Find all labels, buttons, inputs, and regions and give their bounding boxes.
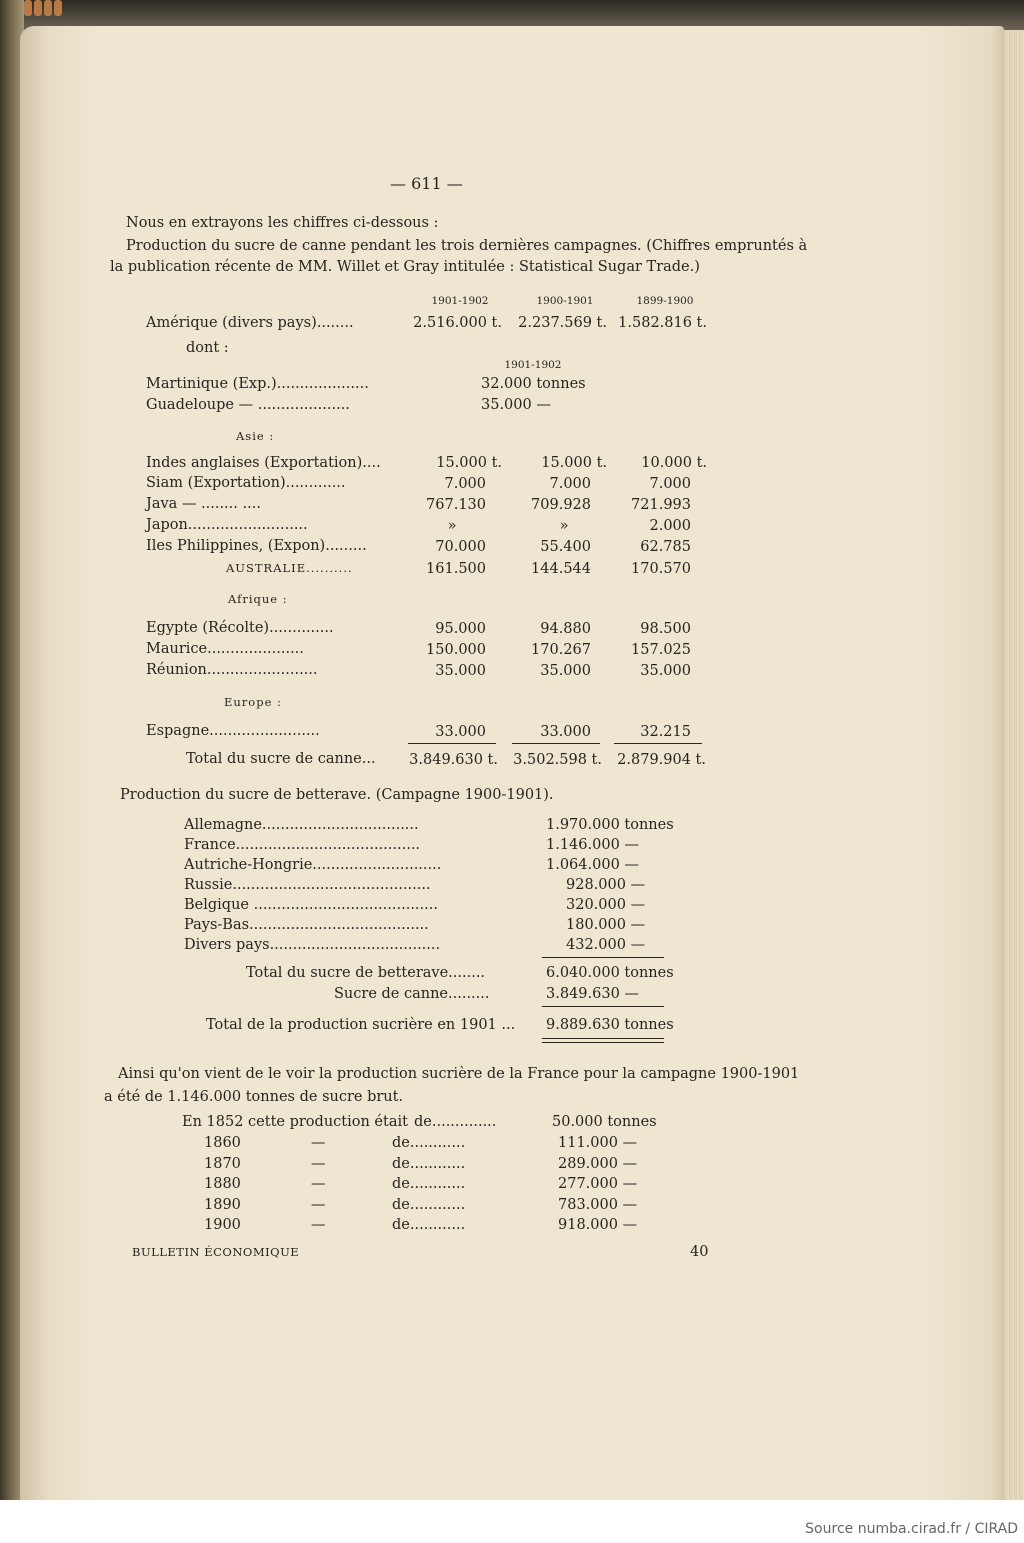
table-cell: 55.400	[540, 539, 591, 555]
row-label-total-canne: Total du sucre de canne...	[186, 751, 376, 767]
table-cell: 709.928	[531, 497, 591, 513]
total-rule	[408, 743, 496, 744]
double-rule	[542, 1042, 664, 1043]
table-cell: 721.993	[631, 497, 691, 513]
history-de: de............	[392, 1197, 466, 1213]
conclusion-line-2: a été de 1.146.000 tonnes de sucre brut.	[104, 1089, 404, 1105]
table-cell: 62.785	[640, 539, 691, 555]
row-label: Java — ........ ....	[146, 496, 261, 512]
section-heading-europe: Europe :	[224, 695, 282, 709]
table-cell: 144.544	[531, 561, 591, 577]
table-cell: »	[559, 518, 569, 534]
row-label-guadeloupe: Guadeloupe — ....................	[146, 397, 350, 413]
row-label-australie: AUSTRALIE..........	[226, 561, 353, 575]
section-heading-afrique: Afrique :	[228, 592, 288, 606]
table-cell: 35.000	[435, 663, 486, 679]
dont-label: dont :	[186, 340, 229, 356]
row-label: Indes anglaises (Exportation)....	[146, 455, 381, 471]
table-cell: 94.880	[540, 621, 591, 637]
table-cell: »	[447, 518, 457, 534]
table-cell: 1.064.000 —	[546, 857, 639, 873]
table-cell: 3.849.630 —	[546, 986, 639, 1002]
bookmark-bead	[34, 0, 42, 16]
table-cell: 33.000	[540, 724, 591, 740]
conclusion-line-1: Ainsi qu'on vient de le voir la production sucrière de la France pour la campagne 1900-1901	[118, 1066, 800, 1082]
history-de: de............	[392, 1135, 466, 1151]
intro-line-1: Nous en extrayons les chiffres ci-dessous :	[126, 215, 439, 231]
row-label: Divers pays.....................................	[184, 937, 441, 953]
footer-bulletin: BULLETIN ÉCONOMIQUE	[132, 1245, 300, 1259]
bookmark-bead	[24, 0, 32, 16]
row-label: Iles Philippines, (Expon).........	[146, 538, 367, 554]
history-year: 1890	[204, 1197, 241, 1213]
row-label: Japon..........................	[146, 517, 308, 533]
row-label-martinique: Martinique (Exp.)....................	[146, 376, 369, 392]
row-label-sucre-canne: Sucre de canne.........	[334, 986, 490, 1002]
total-rule	[542, 1006, 664, 1007]
history-de: de............	[392, 1217, 466, 1233]
table-cell: 767.130	[426, 497, 486, 513]
row-label-amerique: Amérique (divers pays)........	[146, 315, 354, 331]
row-label: Autriche-Hongrie............................	[184, 857, 442, 873]
table-cell: 33.000	[435, 724, 486, 740]
history-de: de..............	[414, 1114, 497, 1130]
history-value: 277.000 —	[558, 1176, 638, 1192]
history-year: 1870	[204, 1156, 241, 1172]
table-cell: 6.040.000 tonnes	[546, 965, 674, 981]
history-value: 783.000 —	[558, 1197, 638, 1213]
row-label: France........................................	[184, 837, 421, 853]
year-header: 1900-1901	[536, 295, 594, 307]
table-cell: 32.215	[640, 724, 691, 740]
history-value: 289.000 —	[558, 1156, 638, 1172]
table-cell: 432.000 —	[566, 937, 646, 953]
year-header: 1899-1900	[636, 295, 694, 307]
table-cell: 35.000	[640, 663, 691, 679]
table-cell: 7.000	[444, 476, 486, 492]
row-label: Egypte (Récolte)..............	[146, 620, 334, 636]
table-cell: 32.000 tonnes	[481, 376, 586, 392]
history-dash: —	[311, 1176, 326, 1192]
footer-folio: 40	[690, 1244, 709, 1260]
table-cell: 2.879.904 t.	[617, 752, 706, 768]
table-cell: 3.502.598 t.	[513, 752, 602, 768]
history-value: 918.000 —	[558, 1217, 638, 1233]
history-dash: —	[311, 1197, 326, 1213]
row-label: Maurice.....................	[146, 641, 304, 657]
row-label-total-betterave: Total du sucre de betterave........	[246, 965, 486, 981]
history-dash: —	[311, 1156, 326, 1172]
intro-line-2: Production du sucre de canne pendant les trois dernières campagnes. (Chiffres empruntés à	[126, 238, 808, 254]
history-de: de............	[392, 1156, 466, 1172]
table-cell: 15.000 t.	[436, 455, 502, 471]
row-label: Russie...........................................	[184, 877, 431, 893]
source-credit: Source numba.cirad.fr / CIRAD	[805, 1521, 1018, 1537]
table-cell: 161.500	[426, 561, 486, 577]
history-value: 50.000 tonnes	[552, 1114, 657, 1130]
history-year: 1860	[204, 1135, 241, 1151]
history-value: 111.000 —	[558, 1135, 638, 1151]
table-cell: 95.000	[435, 621, 486, 637]
table-cell: 170.570	[631, 561, 691, 577]
table-cell: 15.000 t.	[541, 455, 607, 471]
row-label: Allemagne..................................	[184, 817, 419, 833]
table-cell: 180.000 —	[566, 917, 646, 933]
bookmark-bead	[44, 0, 52, 16]
history-year: 1900	[204, 1217, 241, 1233]
table-cell: 320.000 —	[566, 897, 646, 913]
table-cell: 1.970.000 tonnes	[546, 817, 674, 833]
row-label: Belgique ........................................	[184, 897, 438, 913]
row-label-grand-total: Total de la production sucrière en 1901 ...	[206, 1017, 516, 1033]
sub-year-header: 1901-1902	[504, 359, 562, 371]
row-label: Siam (Exportation).............	[146, 475, 346, 491]
history-year: 1880	[204, 1176, 241, 1192]
table-cell: 70.000	[435, 539, 486, 555]
table-cell: 2.000	[649, 518, 691, 534]
table-cell: 35.000 —	[481, 397, 551, 413]
row-label: Espagne........................	[146, 723, 320, 739]
intro-line-3: la publication récente de MM. Willet et Gray intitulée : Statistical Sugar Trade.)	[110, 259, 700, 275]
total-rule	[542, 957, 664, 958]
table-cell: 9.889.630 tonnes	[546, 1017, 674, 1033]
table-cell: 928.000 —	[566, 877, 646, 893]
history-dash: —	[311, 1135, 326, 1151]
table-cell: 1.582.816 t.	[618, 315, 707, 331]
total-rule	[512, 743, 600, 744]
table-cell: 10.000 t.	[641, 455, 707, 471]
history-de: de............	[392, 1176, 466, 1192]
bookmark-bead	[54, 0, 62, 16]
table-cell: 7.000	[549, 476, 591, 492]
double-rule	[542, 1038, 664, 1039]
table-cell: 35.000	[540, 663, 591, 679]
row-label: Pays-Bas.......................................	[184, 917, 429, 933]
history-dash: —	[311, 1217, 326, 1233]
table-cell: 170.267	[531, 642, 591, 658]
table-cell: 1.146.000 —	[546, 837, 639, 853]
total-rule	[614, 743, 702, 744]
table-cell: 7.000	[649, 476, 691, 492]
row-label: Réunion........................	[146, 662, 318, 678]
table-cell: 98.500	[640, 621, 691, 637]
table-cell: 2.516.000 t.	[413, 315, 502, 331]
section-heading-asie: Asie :	[236, 429, 275, 443]
table-cell: 2.237.569 t.	[518, 315, 607, 331]
beet-title: Production du sucre de betterave. (Campagne 1900-1901).	[120, 787, 554, 803]
table-cell: 150.000	[426, 642, 486, 658]
history-year: En 1852 cette production était	[182, 1114, 408, 1130]
table-cell: 157.025	[631, 642, 691, 658]
page-number: — 611 —	[390, 174, 463, 193]
year-header: 1901-1902	[431, 295, 489, 307]
table-cell: 3.849.630 t.	[409, 752, 498, 768]
